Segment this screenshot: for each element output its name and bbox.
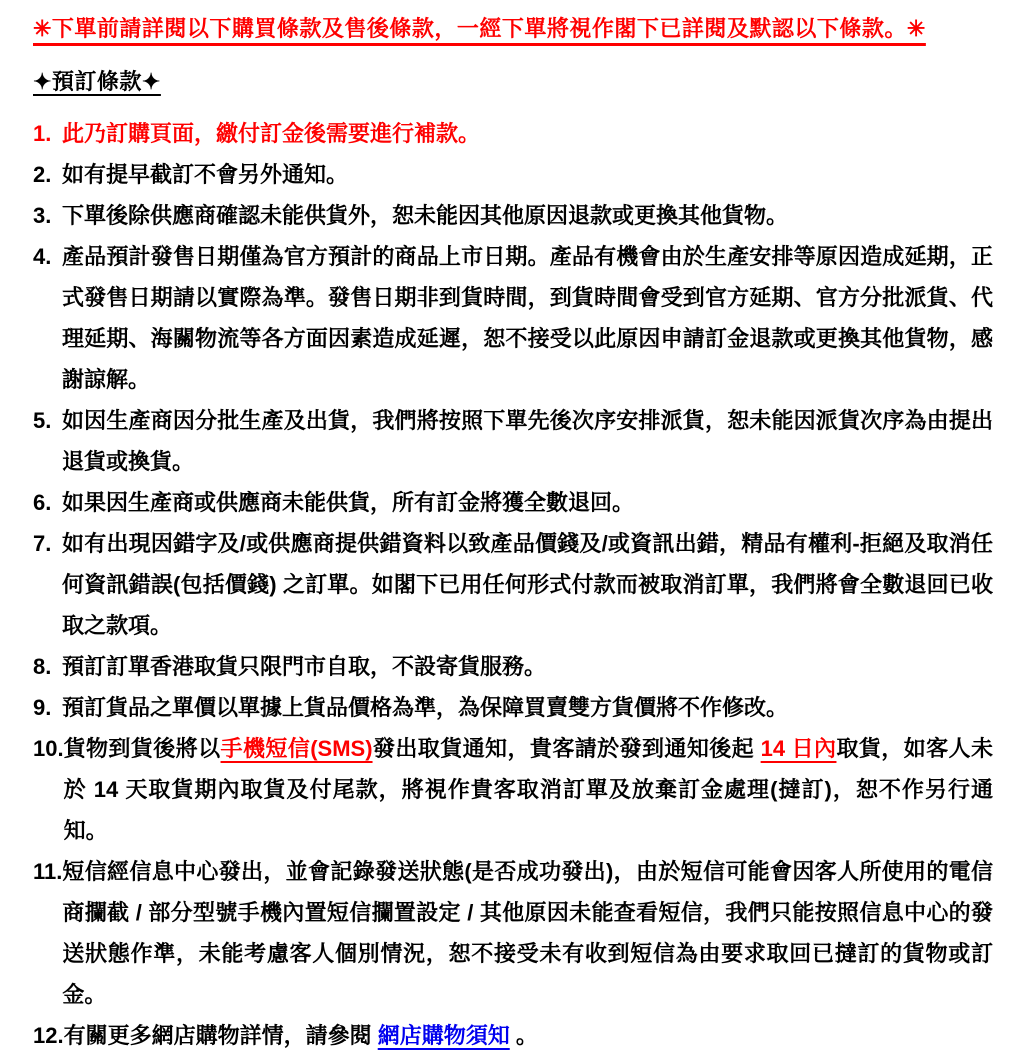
term-text — [62, 195, 993, 236]
term-item — [33, 646, 993, 687]
term-text — [62, 646, 993, 687]
term-number: 8. — [33, 654, 52, 679]
term-text-segment: 有關更多網店購物詳情，請參閱 — [63, 1023, 378, 1048]
term-text — [62, 851, 993, 1015]
term-text-segment: 短信經信息中心發出，並會記錄發送狀態(是否成功發出)，由於短信可能會因客人所使用的電信商攔截 / 部分型號手機內置短信攔置設定 / 其他原因未能查看短信，我們只能按照信息中心的發送狀態作準，未能考慮客人個別情況，恕不接受未有收到短信為由要求取回已撻訂的貨物或訂金。 — [62, 859, 993, 1007]
red-underline-highlight: 手機短信(SMS) — [220, 736, 373, 761]
term-item — [33, 195, 993, 236]
term-number: 10. — [33, 736, 64, 761]
term-item — [33, 1015, 993, 1056]
term-number: 12. — [33, 1023, 64, 1048]
term-number: 4. — [33, 244, 52, 269]
term-item — [33, 482, 993, 523]
term-text-segment: 。 — [509, 1023, 538, 1048]
term-item — [33, 113, 993, 154]
term-number: 5. — [33, 408, 52, 433]
red-emphasis-text: 此乃訂購頁面，繳付訂金後需要進行補款。 — [62, 121, 481, 146]
term-number: 1. — [33, 121, 52, 146]
term-item — [33, 687, 993, 728]
pre-order-warning-header: ✳下單前請詳閱以下購買條款及售後條款，一經下單將視作閣下已詳閱及默認以下條款。✳ — [33, 16, 926, 41]
term-item — [33, 154, 993, 195]
term-text — [62, 523, 993, 646]
term-number: 2. — [33, 162, 52, 187]
term-text — [62, 113, 993, 154]
term-text-segment: 發出取貨通知，貴客請於發到通知後起 — [372, 736, 761, 761]
term-text — [62, 482, 993, 523]
term-text-segment: 如因生產商因分批生產及出貨，我們將按照下單先後次序安排派貨，恕未能因派貨次序為由提出退貨或換貨。 — [62, 408, 993, 474]
store-shopping-notice-link[interactable]: 網店購物須知 — [377, 1023, 510, 1048]
pre-order-terms-heading: ✦預訂條款✦ — [33, 69, 161, 94]
term-text — [62, 400, 993, 482]
term-text — [62, 236, 993, 400]
term-text-segment: 如有出現因錯字及/或供應商提供錯資料以致產品價錢及/或資訊出錯，精品有權利-拒絕及取消任何資訊錯誤(包括價錢) 之訂單。如閣下已用任何形式付款而被取消訂單，我們將會全數退回已收取之款項。 — [62, 531, 993, 638]
term-item — [33, 851, 993, 1015]
term-number: 3. — [33, 203, 52, 228]
term-text-segment: 如有提早截訂不會另外通知。 — [62, 162, 349, 187]
term-item — [33, 523, 993, 646]
term-text-segment: 預訂訂單香港取貨只限門市自取，不設寄貨服務。 — [62, 654, 547, 679]
terms-list — [33, 113, 993, 1056]
term-number: 9. — [33, 695, 52, 720]
term-text — [62, 154, 993, 195]
term-item — [33, 400, 993, 482]
term-item — [33, 728, 993, 851]
term-text — [64, 1015, 993, 1056]
term-text-segment: 下單後除供應商確認未能供貨外，恕未能因其他原因退款或更換其他貨物。 — [62, 203, 789, 228]
term-number: 7. — [33, 531, 52, 556]
term-number: 6. — [33, 490, 52, 515]
term-text-segment: 如果因生產商或供應商未能供貨，所有訂金將獲全數退回。 — [62, 490, 635, 515]
red-underline-highlight: 14 日內 — [760, 736, 837, 761]
term-text-segment: 取貨，如客人未於 14 天取貨期內取貨及付尾款，將視作貴客取消訂單及放棄訂金處理(撻訂)，恕不作另行通知。 — [63, 736, 993, 843]
term-text-segment: 預訂貨品之單價以單據上貨品價格為準，為保障買賣雙方貨價將不作修改。 — [62, 695, 789, 720]
term-item — [33, 236, 993, 400]
term-text-segment: 貨物到貨後將以 — [63, 736, 221, 761]
term-text-segment: 產品預計發售日期僅為官方預計的商品上市日期。產品有機會由於生產安排等原因造成延期，正式發售日期請以實際為準。發售日期非到貨時間，到貨時間會受到官方延期、官方分批派貨、代理延期、海關物流等各方面因素造成延遲，恕不接受以此原因申請訂金退款或更換其他貨物，感謝諒解。 — [62, 244, 993, 392]
term-text — [64, 728, 993, 851]
term-number: 11. — [33, 859, 63, 884]
term-text — [62, 687, 993, 728]
